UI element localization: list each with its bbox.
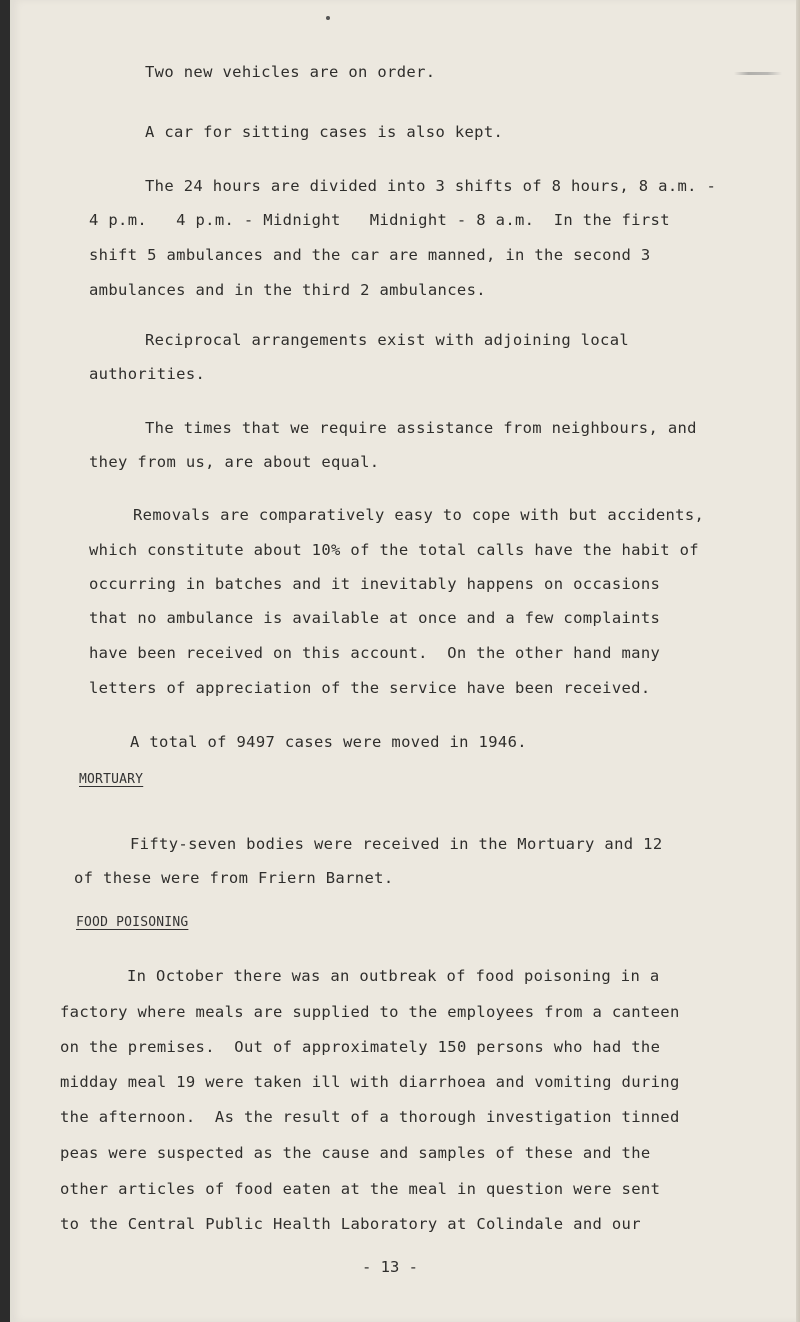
text-line: peas were suspected as the cause and samples of these and the	[60, 1144, 651, 1162]
text-line: ambulances and in the third 2 ambulances.	[89, 281, 486, 299]
page-right-edge	[796, 0, 800, 1322]
text-line: The 24 hours are divided into 3 shifts of 8 hours, 8 a.m. -	[145, 177, 717, 195]
text-line: other articles of food eaten at the meal in question were sent	[60, 1180, 661, 1198]
text-line: shift 5 ambulances and the car are manned, in the second 3	[89, 246, 651, 264]
page-number: - 13 -	[362, 1258, 418, 1276]
text-line: they from us, are about equal.	[89, 453, 380, 471]
text-line: Removals are comparatively easy to cope with but accidents,	[133, 506, 705, 524]
text-line: 4 p.m. 4 p.m. - Midnight Midnight - 8 a.m. In the first	[89, 211, 670, 229]
page-binding-edge	[0, 0, 10, 1322]
text-line: which constitute about 10% of the total calls have the habit of	[89, 541, 699, 559]
text-line: on the premises. Out of approximately 150 persons who had the	[60, 1038, 661, 1056]
text-line: factory where meals are supplied to the employees from a canteen	[60, 1003, 680, 1021]
text-line: letters of appreciation of the service have been received.	[89, 679, 651, 697]
text-line: have been received on this account. On the other hand many	[89, 644, 661, 662]
text-line: Two new vehicles are on order.	[145, 63, 436, 81]
text-line: that no ambulance is available at once and a few complaints	[89, 609, 661, 627]
text-line: In October there was an outbreak of food poisoning in a	[127, 967, 660, 985]
text-line: to the Central Public Health Laboratory at Colindale and our	[60, 1215, 641, 1233]
text-line: of these were from Friern Barnet.	[74, 869, 394, 887]
text-line: A total of 9497 cases were moved in 1946.	[130, 733, 527, 751]
text-line: Reciprocal arrangements exist with adjoining local	[145, 331, 630, 349]
ink-smudge	[734, 72, 782, 75]
text-line: Fifty-seven bodies were received in the Mortuary and 12	[130, 835, 663, 853]
text-line: The times that we require assistance from neighbours, and	[145, 419, 697, 437]
text-line: the afternoon. As the result of a thorough investigation tinned	[60, 1108, 680, 1126]
section-heading-mortuary: MORTUARY	[79, 772, 144, 787]
text-line: occurring in batches and it inevitably happens on occasions	[89, 575, 661, 593]
ink-mark	[326, 16, 330, 20]
section-heading-food-poisoning: FOOD POISONING	[76, 915, 189, 930]
text-line: A car for sitting cases is also kept.	[145, 123, 504, 141]
text-line: midday meal 19 were taken ill with diarrhoea and vomiting during	[60, 1073, 680, 1091]
text-line: authorities.	[89, 365, 206, 383]
